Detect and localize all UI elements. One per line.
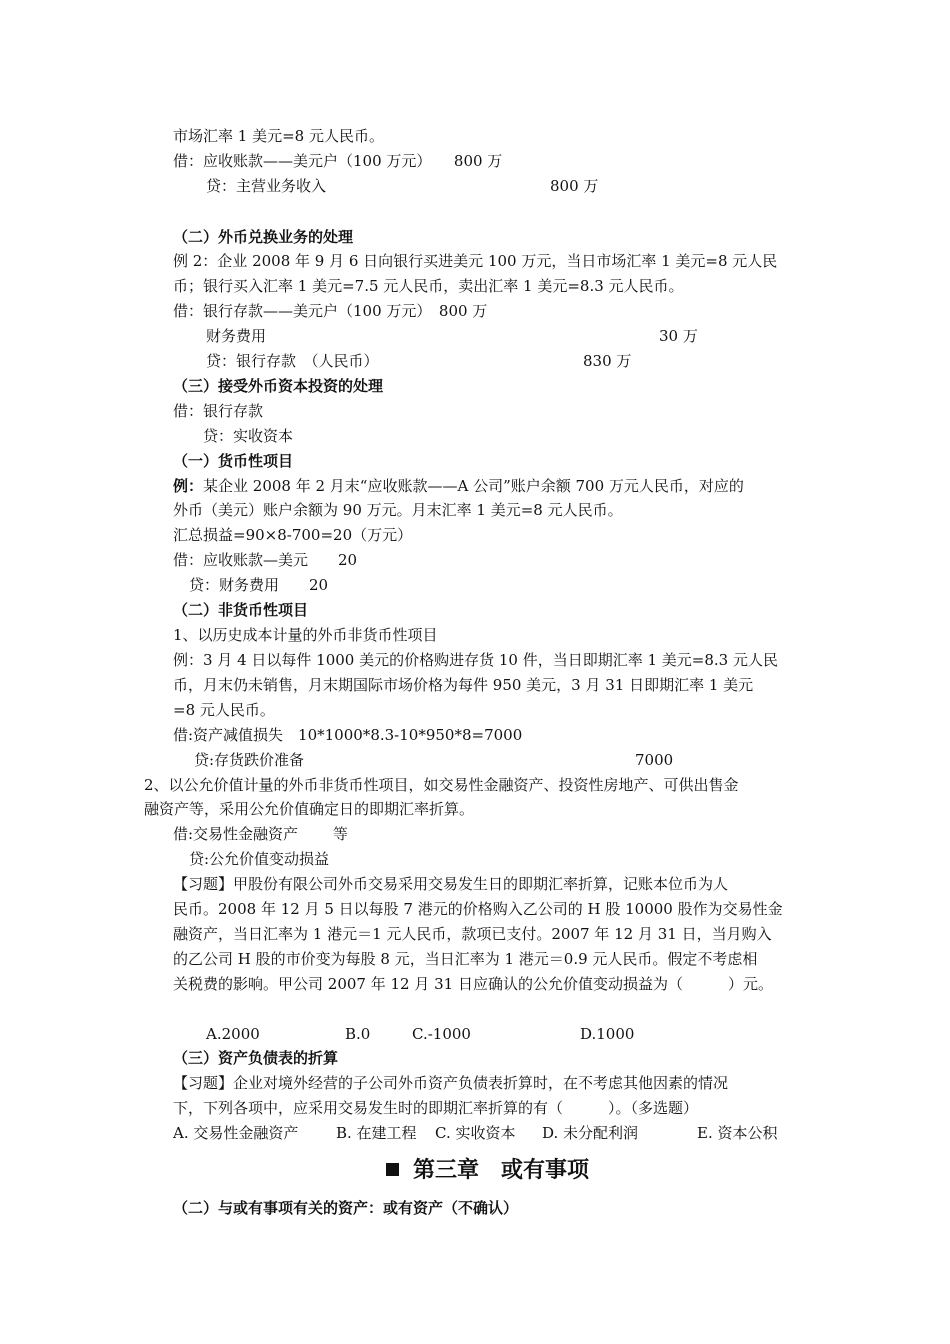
- text-line: 例：3 月 4 日以每件 1000 美元的价格购进存货 10 件，当日即期汇率 1 美元=8.3 元人民: [173, 651, 778, 669]
- text-line: 2、以公允价值计量的外币非货币性项目，如交易性金融资产、投资性房地产、可供出售金: [144, 776, 739, 794]
- text-line: 贷：财务费用 20: [189, 576, 329, 594]
- text-line: 融资产等，采用公允价值确定日的即期汇率折算。: [144, 800, 475, 818]
- text-line: 财务费用: [206, 327, 267, 345]
- option-d: D.1000: [580, 1025, 635, 1043]
- text-line: 借:交易性金融资产 等: [173, 825, 348, 843]
- text-line: 币，月末仍未销售，月末期国际市场价格为每件 950 美元，3 月 31 日即期汇率 1 美元: [173, 676, 754, 694]
- exercise-text: 【习题】甲股份有限公司外币交易采用交易发生日的即期汇率折算，记账本位币为人: [173, 875, 729, 893]
- section-heading: （二）与或有事项有关的资产：或有资产（不确认）: [173, 1199, 519, 1217]
- text-line: 外币（美元）账户余额为 90 万元。月末汇率 1 美元=8 元人民币。: [173, 501, 623, 519]
- text-line: 贷:存货跌价准备: [194, 751, 305, 769]
- exercise-text: 下，下列各项中，应采用交易发生时的即期汇率折算的有（ ）。（多选题）: [173, 1099, 699, 1117]
- exercise-text: 关税费的影响。甲公司 2007 年 12 月 31 日应确认的公允价值变动损益为（ ）元。: [173, 975, 773, 993]
- text-line: 贷：实收资本: [203, 427, 294, 445]
- text-line: 币；银行买入汇率 1 美元=7.5 元人民币，卖出汇率 1 美元=8.3 元人民币。: [173, 277, 684, 295]
- section-heading: （二）非货币性项目: [173, 601, 309, 619]
- text-line: 30 万: [659, 327, 698, 345]
- option-c: C. 实收资本: [435, 1124, 516, 1142]
- section-heading: （一）货币性项目: [173, 452, 294, 470]
- exercise-text: 【习题】企业对境外经营的子公司外币资产负债表折算时，在不考虑其他因素的情况: [173, 1074, 729, 1092]
- text-line: =8 元人民币。: [173, 701, 275, 719]
- text-line: 1、以历史成本计量的外币非货币性项目: [173, 626, 438, 644]
- option-e: E. 资本公积: [697, 1124, 778, 1142]
- chapter-title: 第三章 或有事项: [413, 1158, 590, 1183]
- text-line: 汇总损益=90×8-700=20（万元）: [173, 526, 413, 544]
- text-line: 借：银行存款——美元户（100 万元） 800 万: [173, 302, 488, 320]
- section-heading: （二）外币兑换业务的处理: [173, 228, 354, 246]
- exercise-text: 民币。2008 年 12 月 5 日以每股 7 港元的价格购入乙公司的 H 股 10000 股作为交易性金: [173, 900, 783, 918]
- option-b: B.0: [345, 1025, 371, 1043]
- option-d: D. 未分配利润: [542, 1124, 639, 1142]
- text-line: 贷:公允价值变动损益: [189, 850, 330, 868]
- text-line: 借：应收账款—美元 20: [173, 551, 358, 569]
- text-line: 借：银行存款: [173, 402, 264, 420]
- text-line: 借：应收账款——美元户（100 万元） 800 万: [173, 152, 503, 170]
- example-label: 例：: [173, 477, 204, 495]
- text-line: [173, 476, 744, 496]
- option-c: C.-1000: [412, 1025, 471, 1043]
- chapter-heading: [386, 1156, 589, 1186]
- text-line: 贷：银行存款 （人民币）: [206, 352, 379, 370]
- square-bullet-icon: [386, 1163, 399, 1176]
- option-a: A. 交易性金融资产: [173, 1124, 299, 1142]
- option-b: B. 在建工程: [336, 1124, 417, 1142]
- text-line: 800 万: [550, 177, 599, 195]
- text-line: 市场汇率 1 美元=8 元人民币。: [173, 127, 384, 145]
- exercise-text: 的乙公司 H 股的市价变为每股 8 元，当日汇率为 1 港元＝0.9 元人民币。假定不考虑相: [173, 950, 758, 968]
- text-line: 贷：主营业务收入: [206, 177, 327, 195]
- text-line: 例 2：企业 2008 年 9 月 6 日向银行买进美元 100 万元，当日市场汇率 1 美元=8 元人民: [173, 252, 778, 270]
- section-heading: （三）接受外币资本投资的处理: [173, 377, 384, 395]
- exercise-text: 融资产，当日汇率为 1 港元＝1 元人民币，款项已支付。2007 年 12 月 31 日，当月购入: [173, 925, 772, 943]
- text-line: 7000: [635, 751, 674, 769]
- text-line: 830 万: [583, 352, 632, 370]
- example-text: 某企业 2008 年 2 月末“应收账款——A 公司”账户余额 700 万元人民币，对应的: [203, 477, 744, 495]
- text-line: 借:资产减值损失 10*1000*8.3-10*950*8=7000: [173, 726, 523, 744]
- section-heading: （三）资产负债表的折算: [173, 1049, 339, 1067]
- option-a: A.2000: [206, 1025, 260, 1043]
